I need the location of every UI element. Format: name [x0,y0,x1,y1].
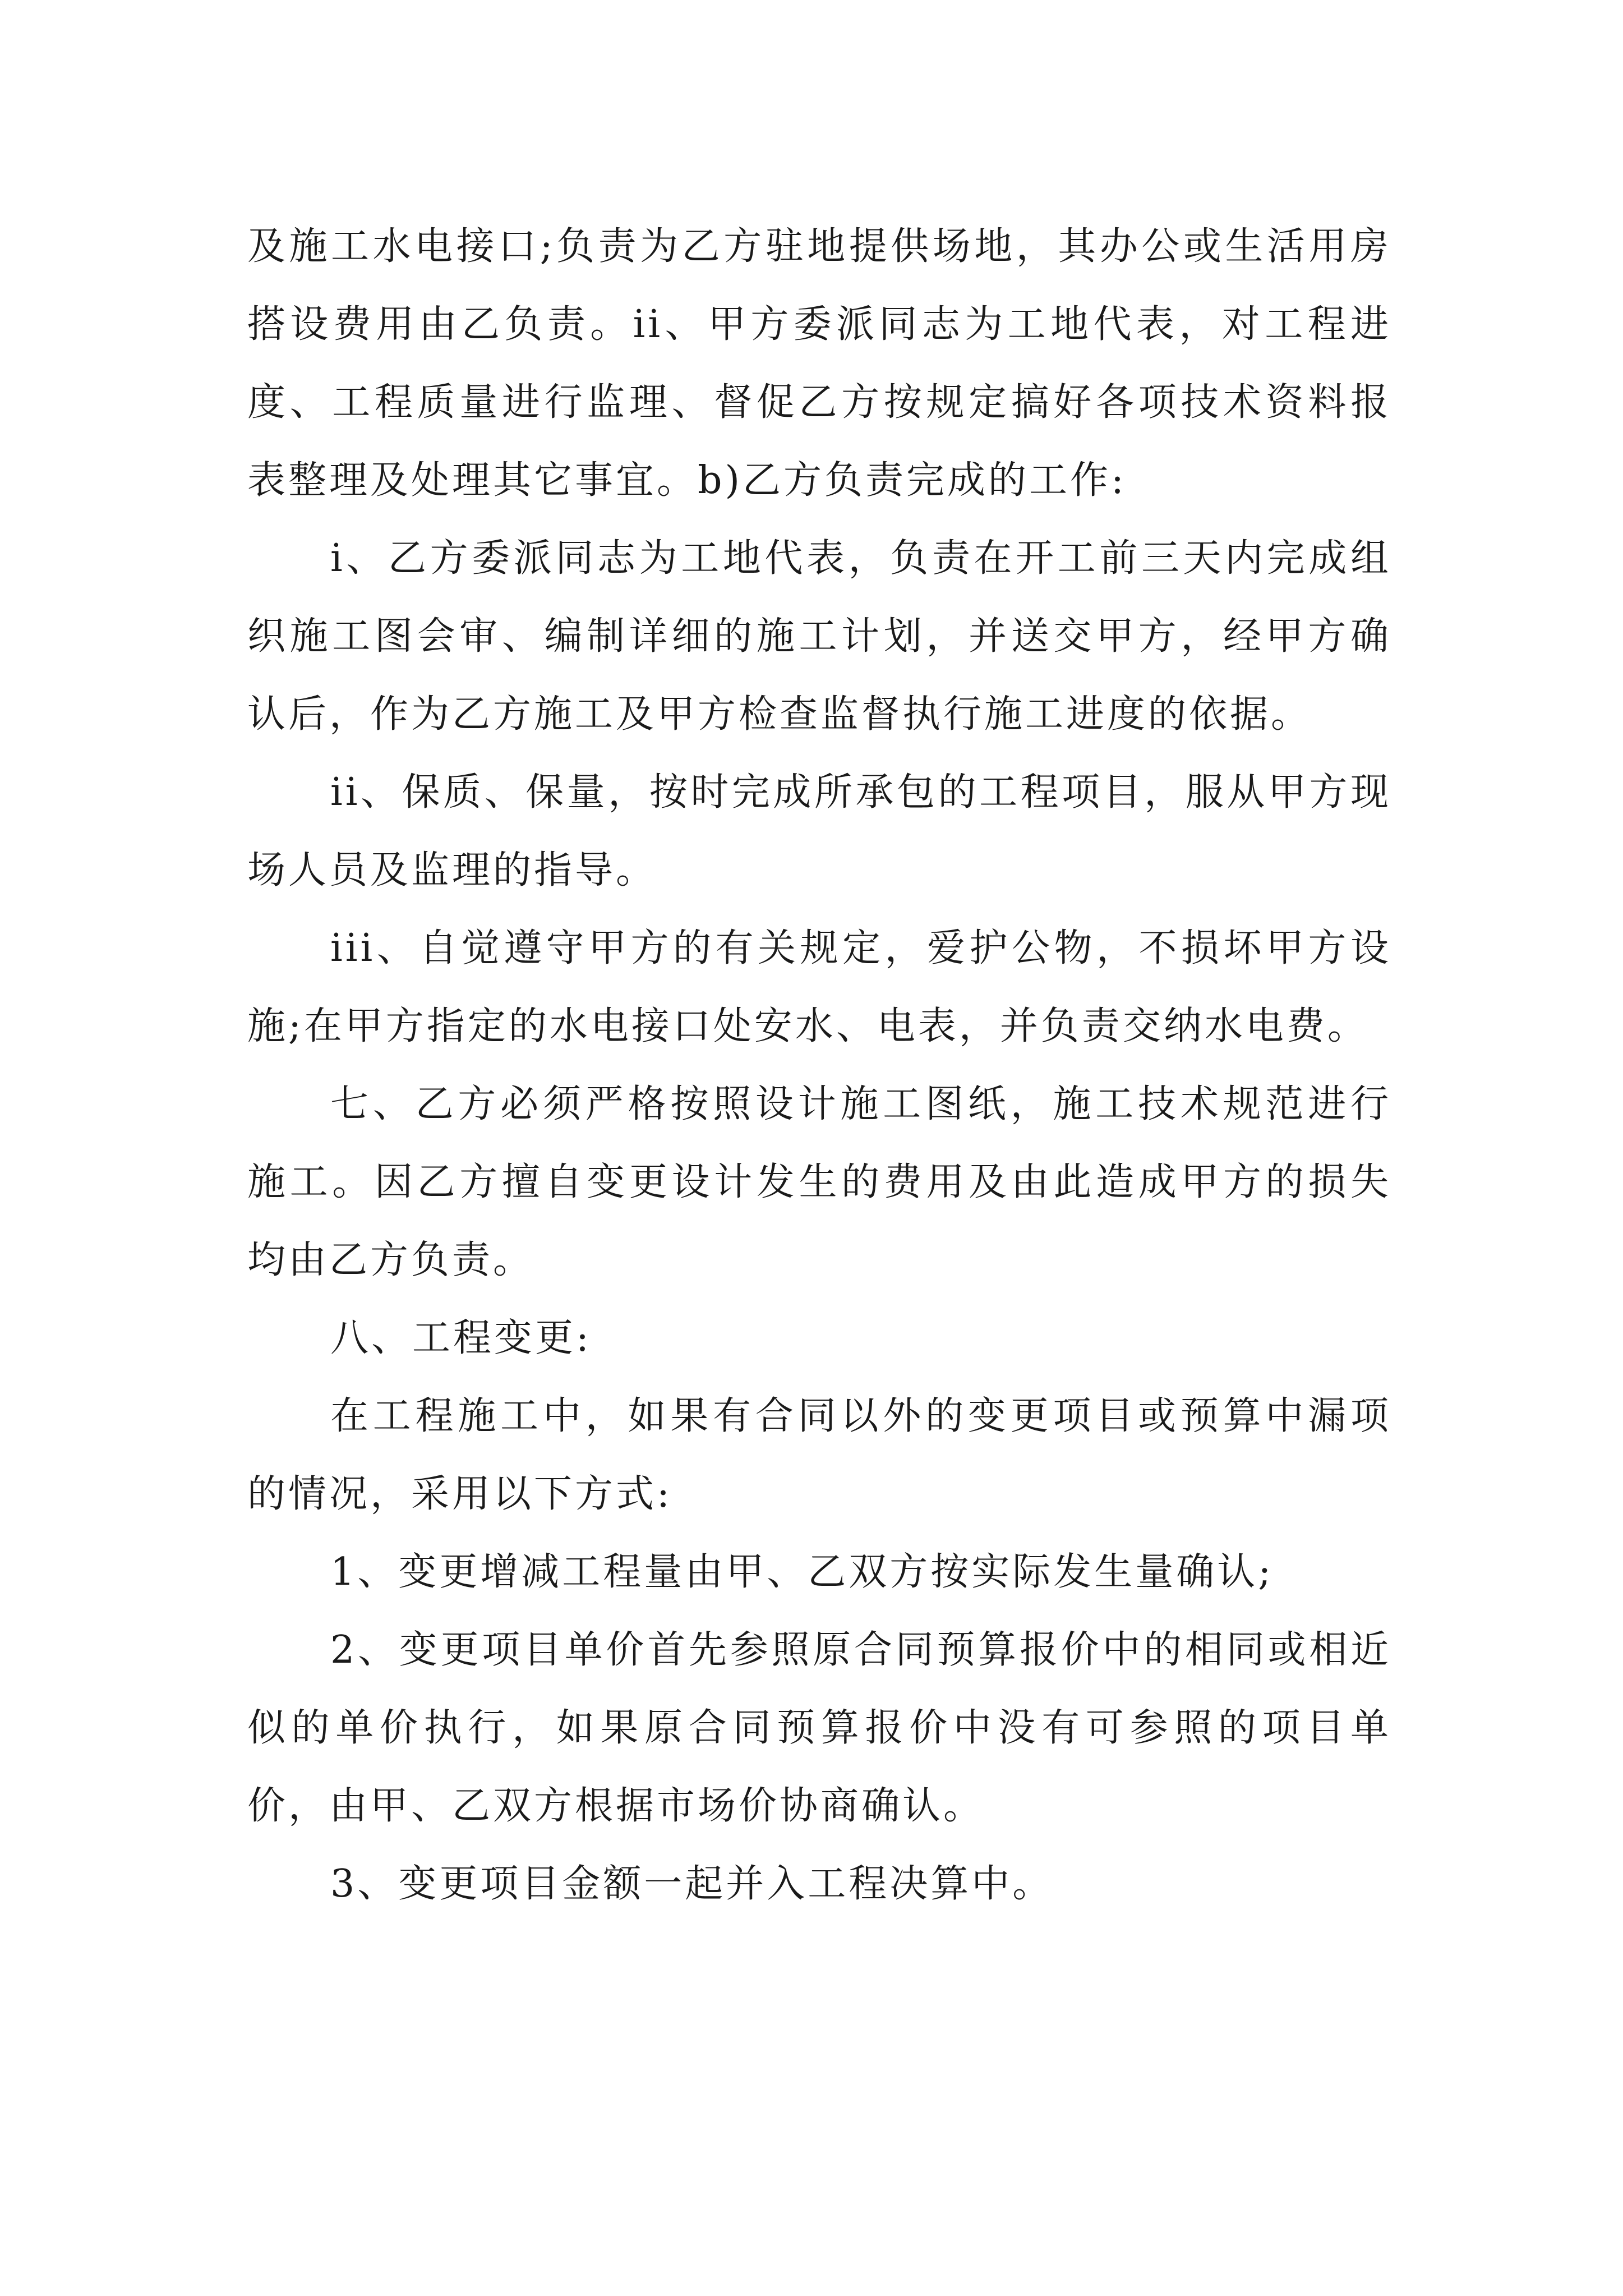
paragraph-change-item-2: 2、变更项目单价首先参照原合同预算报价中的相同或相近似的单价执行，如果原合同预算报价中没有可参照的项目单价，由甲、乙双方根据市场价协商确认。 [247,1628,1391,1828]
paragraph-continued: 及施工水电接口;负责为乙方驻地提供场地，其办公或生活用房搭设费用由乙负责。ii、甲方委派同志为工地代表，对工程进度、工程质量进行监理、督促乙方按规定搞好各项技术资料报表整理及处理其它事宜。b)乙方负责完成的工作: [247,224,1391,503]
document-body [247,208,1391,1923]
paragraph-item-i: i、乙方委派同志为工地代表，负责在开工前三天内完成组织施工图会审、编制详细的施工计划，并送交甲方，经甲方确认后，作为乙方施工及甲方检查监督执行施工进度的依据。 [247,536,1391,737]
paragraph-item-iii: iii、自觉遵守甲方的有关规定，爱护公物，不损坏甲方设施;在甲方指定的水电接口处安水、电表，并负责交纳水电费。 [247,926,1391,1048]
paragraph-change-item-3: 3、变更项目金额一起并入工程决算中。 [330,1862,1054,1906]
paragraph-change-item-1: 1、变更增减工程量由甲、乙双方按实际发生量确认; [330,1550,1274,1594]
paragraph-change-intro: 在工程施工中，如果有合同以外的变更项目或预算中漏项的情况，采用以下方式: [247,1394,1391,1516]
paragraph-item-ii: ii、保质、保量，按时完成所承包的工程项目，服从甲方现场人员及监理的指导。 [247,770,1391,892]
section-heading-clause-8: 八、工程变更: [330,1316,592,1360]
paragraph-clause-7: 七、乙方必须严格按照设计施工图纸，施工技术规范进行施工。因乙方擅自变更设计发生的费用及由此造成甲方的损失均由乙方负责。 [247,1082,1391,1282]
